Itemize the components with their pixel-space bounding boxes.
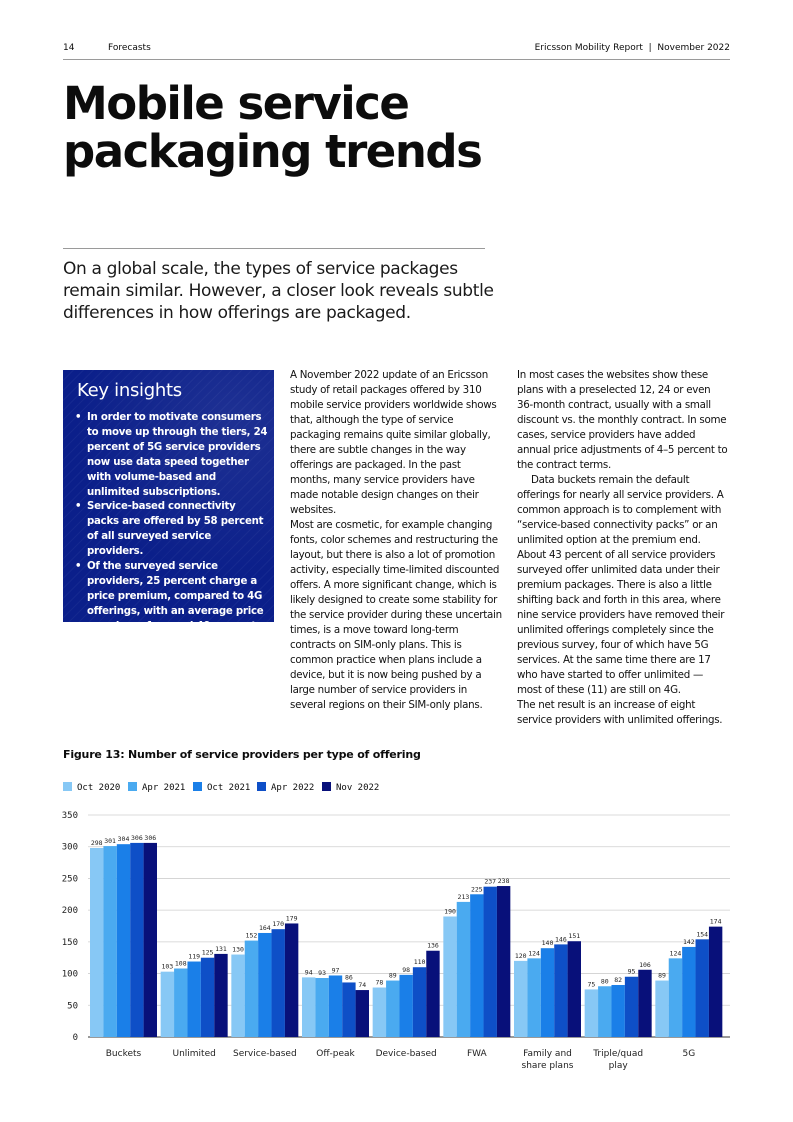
bar-value-label: 82 [614, 975, 623, 984]
bar [554, 944, 567, 1037]
key-insight-item: • Service-based connectivity packs are offered by 58 percent of all surveyed service providers. [75, 500, 269, 560]
y-tick-label: 50 [67, 1001, 78, 1012]
bar-value-label: 110 [413, 958, 426, 967]
legend-swatch [193, 782, 202, 791]
bar [527, 958, 540, 1037]
x-category-label: 5G [682, 1049, 696, 1059]
body-paragraph: Most are cosmetic, for example changing fonts, color schemes and restructuring the layout, but there is also a lot of promotion activity, especially time-limited discounted offers. A more significant change, which is likely designed to create some stability for the service provider during these uncertain times, is a move toward long-term contracts on SIM-only plans. This is common practice when plans include a device, but it is now being pushed by a large number of service providers in several regions on their SIM-only plans. [290, 519, 502, 711]
legend-item [322, 782, 379, 793]
bar-value-label: 75 [587, 980, 596, 989]
legend-swatch [128, 782, 137, 791]
bar [130, 843, 143, 1037]
legend-item [257, 782, 314, 793]
bar-value-label: 89 [388, 971, 397, 980]
bar [201, 958, 214, 1037]
bar [231, 955, 244, 1037]
bar-value-label: 95 [627, 967, 636, 976]
bar [103, 846, 116, 1037]
bar-value-label: 124 [669, 949, 682, 958]
x-category-label: play [608, 1061, 628, 1071]
bar [386, 981, 399, 1037]
bar-value-label: 78 [375, 978, 384, 987]
bar [484, 887, 497, 1037]
key-insight-item: • In order to motivate consumers to move up through the tiers, 24 percent of 5G service providers now use data speed together with volume-based and unlimited subscriptions. [75, 411, 269, 500]
bar-value-label: 120 [514, 951, 527, 960]
bar [342, 982, 355, 1037]
legend-item [63, 782, 120, 793]
bar-value-label: 124 [528, 949, 540, 958]
bar-chart [0, 800, 793, 1085]
bar [356, 990, 369, 1037]
bar [315, 978, 328, 1037]
bar-value-label: 98 [402, 965, 411, 974]
x-category-label: share plans [521, 1061, 574, 1071]
y-tick-label: 100 [61, 969, 78, 980]
bar [568, 941, 581, 1037]
bar-value-label: 93 [318, 969, 327, 978]
bar-value-label: 237 [484, 877, 497, 886]
bar-value-label: 179 [285, 914, 298, 923]
bar-value-label: 74 [358, 981, 367, 990]
bar [611, 985, 624, 1037]
x-category-label: Service-based [232, 1049, 297, 1059]
bar [426, 951, 439, 1037]
bar [669, 958, 682, 1037]
bar-value-label: 238 [497, 877, 510, 886]
body-paragraph: The net result is an increase of eight service providers with unlimited offerings. [517, 699, 723, 726]
legend-label: Oct 2021 [207, 783, 251, 793]
legend-label: Oct 2020 [77, 783, 121, 793]
bar-value-label: 306 [131, 833, 143, 842]
bar [598, 986, 611, 1037]
bar [399, 975, 412, 1037]
bar [329, 975, 342, 1037]
bar [443, 916, 456, 1037]
bar [272, 929, 285, 1037]
bar [90, 848, 103, 1037]
bar-value-label: 106 [639, 960, 651, 969]
bar [709, 927, 722, 1037]
bar-value-label: 304 [117, 835, 130, 844]
bar [696, 939, 709, 1037]
bar-value-label: 190 [444, 907, 456, 916]
body-paragraph: In most cases the websites show these plans with a preselected 12, 24 or even 36-month contract, usually with a small discount vs. the monthly contract. In some cases, service providers have added annual price adjustments of 4–5 percent to the contract terms. [517, 369, 728, 471]
bar [187, 962, 200, 1037]
x-category-label: Family and [523, 1049, 572, 1059]
legend-swatch [322, 782, 331, 791]
bar-value-label: 164 [258, 923, 271, 932]
bar [497, 886, 510, 1037]
bar [470, 894, 483, 1037]
bar-value-label: 94 [304, 968, 313, 977]
body-paragraph: Data buckets remain the default offerings for nearly all service providers. A common approach is to complement with “service-based connectivity packs” or an unlimited option at the premium end. About 43 percent of all service providers surveyed offer unlimited data under their premium packages. There is also a little shifting back and forth in this area, where nine service providers have removed their unlimited offerings completely since the previous survey, four of which have 5G services. At the same time there are 17 who have started to offer unlimited — most of these (11) are still on 4G. [517, 474, 725, 696]
y-tick-label: 200 [61, 906, 78, 917]
bar [302, 977, 315, 1037]
y-tick-label: 250 [61, 874, 78, 885]
figure-title: Figure 13: Number of service providers per type of offering [63, 748, 421, 761]
bar-value-label: 151 [568, 932, 581, 941]
header-divider [63, 59, 730, 60]
body-column-1 [290, 368, 502, 713]
bar [541, 948, 554, 1037]
bar [245, 941, 258, 1037]
bar [638, 970, 651, 1037]
lead-divider [63, 248, 485, 249]
bar-value-label: 89 [658, 971, 666, 980]
key-insights-title: Key insights [77, 380, 182, 401]
bar [625, 977, 638, 1037]
body-paragraph: A November 2022 update of an Ericsson study of retail packages offered by 310 mobile service providers worldwide shows that, although the type of service packaging remains quite similar globally, there are subtle changes in the way offerings are packaged. In the past months, many service providers have made notable design changes on their websites. [290, 369, 497, 516]
bar [144, 843, 157, 1037]
bar-value-label: 152 [245, 931, 258, 940]
page-title: Mobile service packaging trends [63, 77, 482, 178]
bar [258, 933, 271, 1037]
bar-value-label: 142 [682, 937, 695, 946]
bar-value-label: 119 [188, 952, 201, 961]
bar-value-label: 298 [90, 838, 103, 847]
bar-value-label: 174 [709, 917, 722, 926]
bar-value-label: 108 [174, 959, 187, 968]
y-tick-label: 300 [61, 842, 78, 853]
bar-value-label: 97 [331, 966, 340, 975]
legend-label: Apr 2022 [271, 783, 315, 793]
body-column-2 [517, 368, 729, 728]
bar-value-label: 170 [272, 920, 285, 929]
bar [413, 967, 426, 1037]
x-category-label: Device-based [375, 1049, 437, 1059]
bar [285, 923, 298, 1037]
bar-value-label: 301 [104, 837, 116, 846]
bar-value-label: 131 [215, 944, 227, 953]
bar [585, 989, 598, 1037]
x-category-label: Triple/quad [593, 1049, 644, 1059]
x-category-label: Off-peak [316, 1049, 355, 1059]
key-insights-box [63, 370, 274, 632]
y-tick-label: 350 [61, 811, 78, 821]
bar [655, 981, 668, 1037]
bar [682, 947, 695, 1037]
legend-label: Nov 2022 [336, 783, 380, 793]
legend-label: Apr 2021 [142, 783, 186, 793]
bar-value-label: 136 [427, 941, 439, 950]
bar-value-label: 154 [696, 930, 709, 939]
bar [514, 961, 527, 1037]
publication-name: Ericsson Mobility Report | November 2022 [534, 43, 730, 53]
bar [174, 968, 187, 1037]
bar-value-label: 146 [555, 935, 567, 944]
bar [214, 954, 227, 1037]
bar [373, 988, 386, 1037]
bar-value-label: 130 [232, 945, 244, 954]
bar [117, 844, 130, 1037]
bar-value-label: 86 [344, 973, 353, 982]
key-insights-list [75, 411, 269, 635]
x-category-label: Buckets [105, 1049, 142, 1059]
bar [457, 902, 470, 1037]
y-tick-label: 0 [72, 1033, 78, 1043]
page-number: 14 [63, 43, 75, 53]
bar-value-label: 225 [470, 885, 483, 894]
legend-swatch [257, 782, 266, 791]
legend-item [128, 782, 185, 793]
bar-value-label: 306 [144, 833, 157, 842]
bar-value-label: 103 [161, 962, 174, 971]
bar-value-label: 80 [600, 977, 609, 986]
y-tick-label: 150 [61, 937, 78, 948]
key-insight-item: • Of the surveyed service providers, 25 percent charge a price premium, compared to 4G offerings, with an average price premium of around 40 percent. [75, 560, 269, 635]
bar-value-label: 140 [541, 939, 554, 948]
bar-value-label: 213 [457, 892, 470, 901]
section-name: Forecasts [108, 43, 151, 53]
legend-swatch [63, 782, 72, 791]
lead-paragraph: On a global scale, the types of service packages remain similar. However, a closer look reveals subtle differences in how offerings are packaged. [63, 259, 494, 323]
bar-value-label: 125 [201, 948, 214, 957]
legend-item [193, 782, 250, 793]
x-category-label: Unlimited [172, 1049, 216, 1059]
x-category-label: FWA [466, 1049, 487, 1059]
bar [161, 972, 174, 1037]
